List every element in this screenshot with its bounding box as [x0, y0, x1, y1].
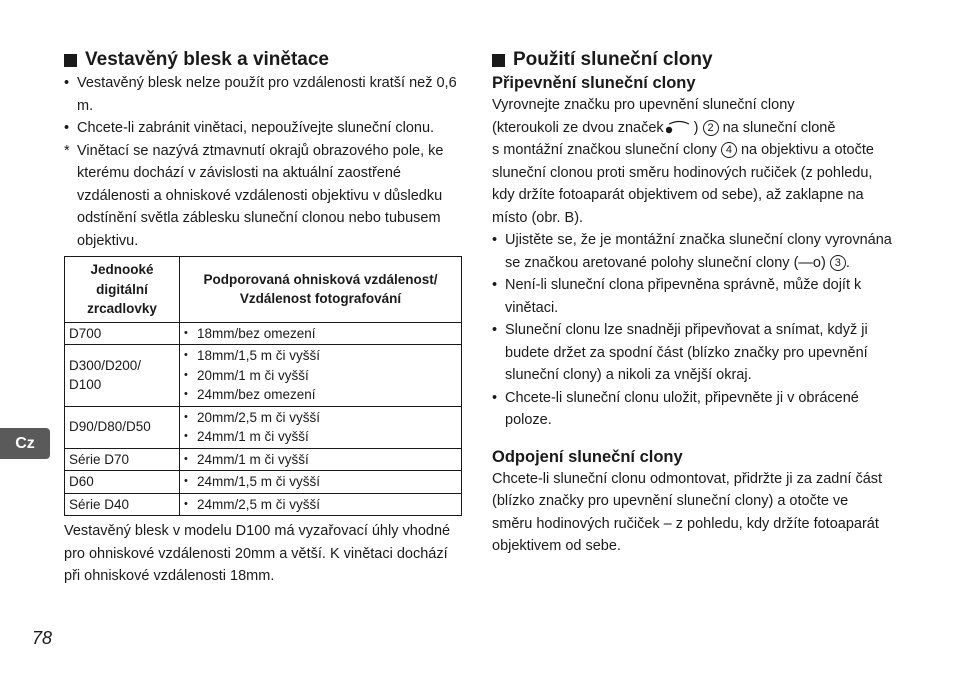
table-header-focal: Podporovaná ohnisková vzdálenost/ Vzdálenost fotografování: [180, 257, 462, 323]
callout-2: 2: [703, 120, 719, 136]
list-item: • Sluneční clonu lze snadněji připevňovat a snímat, když ji budete držet za spodní část (blízko značky pro upevnění sluneční clony) a nikoli za vnější okraj.: [492, 319, 892, 387]
table-value: • 24mm/1,5 m či vyšší: [184, 472, 457, 492]
table-row: [65, 471, 462, 494]
compatibility-table: [64, 256, 462, 516]
section-square-icon: [492, 54, 505, 67]
note-text: Vinětací se nazývá ztmavnutí okrajů obrazového pole, ke kterému dochází v závislosti na aktuální zaostřené vzdálenosti a ohniskové vzdálenosti objektivu v důsledku odstínění světla záblesku sluneční clonou nebo tubusem objektivu.: [77, 142, 444, 249]
list-item: • Není-li sluneční clona připevněna správně, může dojít k vinětaci.: [492, 274, 892, 319]
table-cell-camera: Série D40: [65, 493, 180, 516]
table-value: • 24mm/bez omezení: [184, 385, 457, 405]
asterisk-marker: *: [64, 142, 70, 159]
table-cell-values: [180, 406, 462, 448]
table-value: • 18mm/1,5 m či vyšší: [184, 346, 457, 366]
vignetting-note: [64, 140, 462, 253]
attach-instructions: Vyrovnejte značku pro upevnění sluneční clony (kteroukoli ze dvou značek ) 2 na sluneční cloně s montážní značkou sluneční clony 4 na objektivu a otočte sluneční clonou proti směru hodinových ručiček (z pohledu, kdy držíte fotoaparát objektivem od sebe), až zaklapne na místo (obr. B).: [492, 97, 874, 226]
left-column: [64, 48, 462, 588]
callout-3: 3: [830, 255, 846, 271]
table-value: • 20mm/1 m či vyšší: [184, 366, 457, 386]
table-cell-values: [180, 471, 462, 494]
language-tab: Cz: [0, 428, 50, 459]
list-item: • Ujistěte se, že je montážní značka sluneční clony vyrovnána se značkou aretované polohy sluneční clony (—o) 3 .: [492, 229, 892, 274]
table-row: [65, 345, 462, 407]
hood-mount-mark-icon: [666, 120, 692, 134]
list-item: • Chcete-li zabránit vinětaci, nepoužívejte sluneční clonu.: [64, 117, 462, 140]
list-item: • Chcete-li sluneční clonu uložit, připevněte ji v obrácené poloze.: [492, 387, 892, 432]
table-row: [65, 493, 462, 516]
callout-4: 4: [721, 142, 737, 158]
table-header-camera: Jednooké digitální zrcadlovky: [65, 257, 180, 323]
table-cell-camera: D60: [65, 471, 180, 494]
table-cell-camera: D700: [65, 322, 180, 345]
table-cell-camera: D90/D80/D50: [65, 406, 180, 448]
attach-bullets: [492, 229, 892, 432]
flash-bullets: [64, 72, 462, 140]
table-value: • 24mm/1 m či vyšší: [184, 427, 457, 447]
page-number: 78: [32, 628, 53, 648]
heading-lens-hood: Použití sluneční clony: [492, 48, 892, 72]
lock-position-mark: —o: [798, 254, 821, 271]
table-cell-values: [180, 448, 462, 471]
d100-note: Vestavěný blesk v modelu D100 má vyzařovací úhly vhodné pro ohniskové vzdálenosti 20mm a větší. K vinětaci dochází při ohniskové vzdálenosti 18mm.: [64, 523, 451, 584]
detach-instructions: Chcete-li sluneční clonu odmontovat, přidržte ji za zadní část (blízko značky pro upevnění sluneční clony) a otočte ve směru hodinových ručiček – z pohledu, kdy držíte fotoaparát objektivem od sebe.: [492, 470, 883, 554]
table-row: [65, 406, 462, 448]
table-cell-camera: D300/D200/ D100: [65, 345, 180, 407]
table-value: • 20mm/2,5 m či vyšší: [184, 408, 457, 428]
right-column: [492, 48, 892, 558]
subheading-detach: Odpojení sluneční clony: [492, 447, 683, 466]
table-cell-values: [180, 322, 462, 345]
list-item: • Vestavěný blesk nelze použít pro vzdálenosti kratší než 0,6 m.: [64, 72, 462, 117]
table-value: • 24mm/2,5 m či vyšší: [184, 495, 457, 515]
heading-flash-vignetting: Vestavěný blesk a vinětace: [64, 48, 462, 72]
table-cell-camera: Série D70: [65, 448, 180, 471]
section-square-icon: [64, 54, 77, 67]
table-row: [65, 322, 462, 345]
table-row: [65, 448, 462, 471]
table-cell-values: [180, 345, 462, 407]
table-cell-values: [180, 493, 462, 516]
table-value: • 24mm/1 m či vyšší: [184, 450, 457, 470]
subheading-attach: Připevnění sluneční clony: [492, 74, 696, 92]
table-header-row: [65, 257, 462, 323]
table-value: • 18mm/bez omezení: [184, 324, 457, 344]
